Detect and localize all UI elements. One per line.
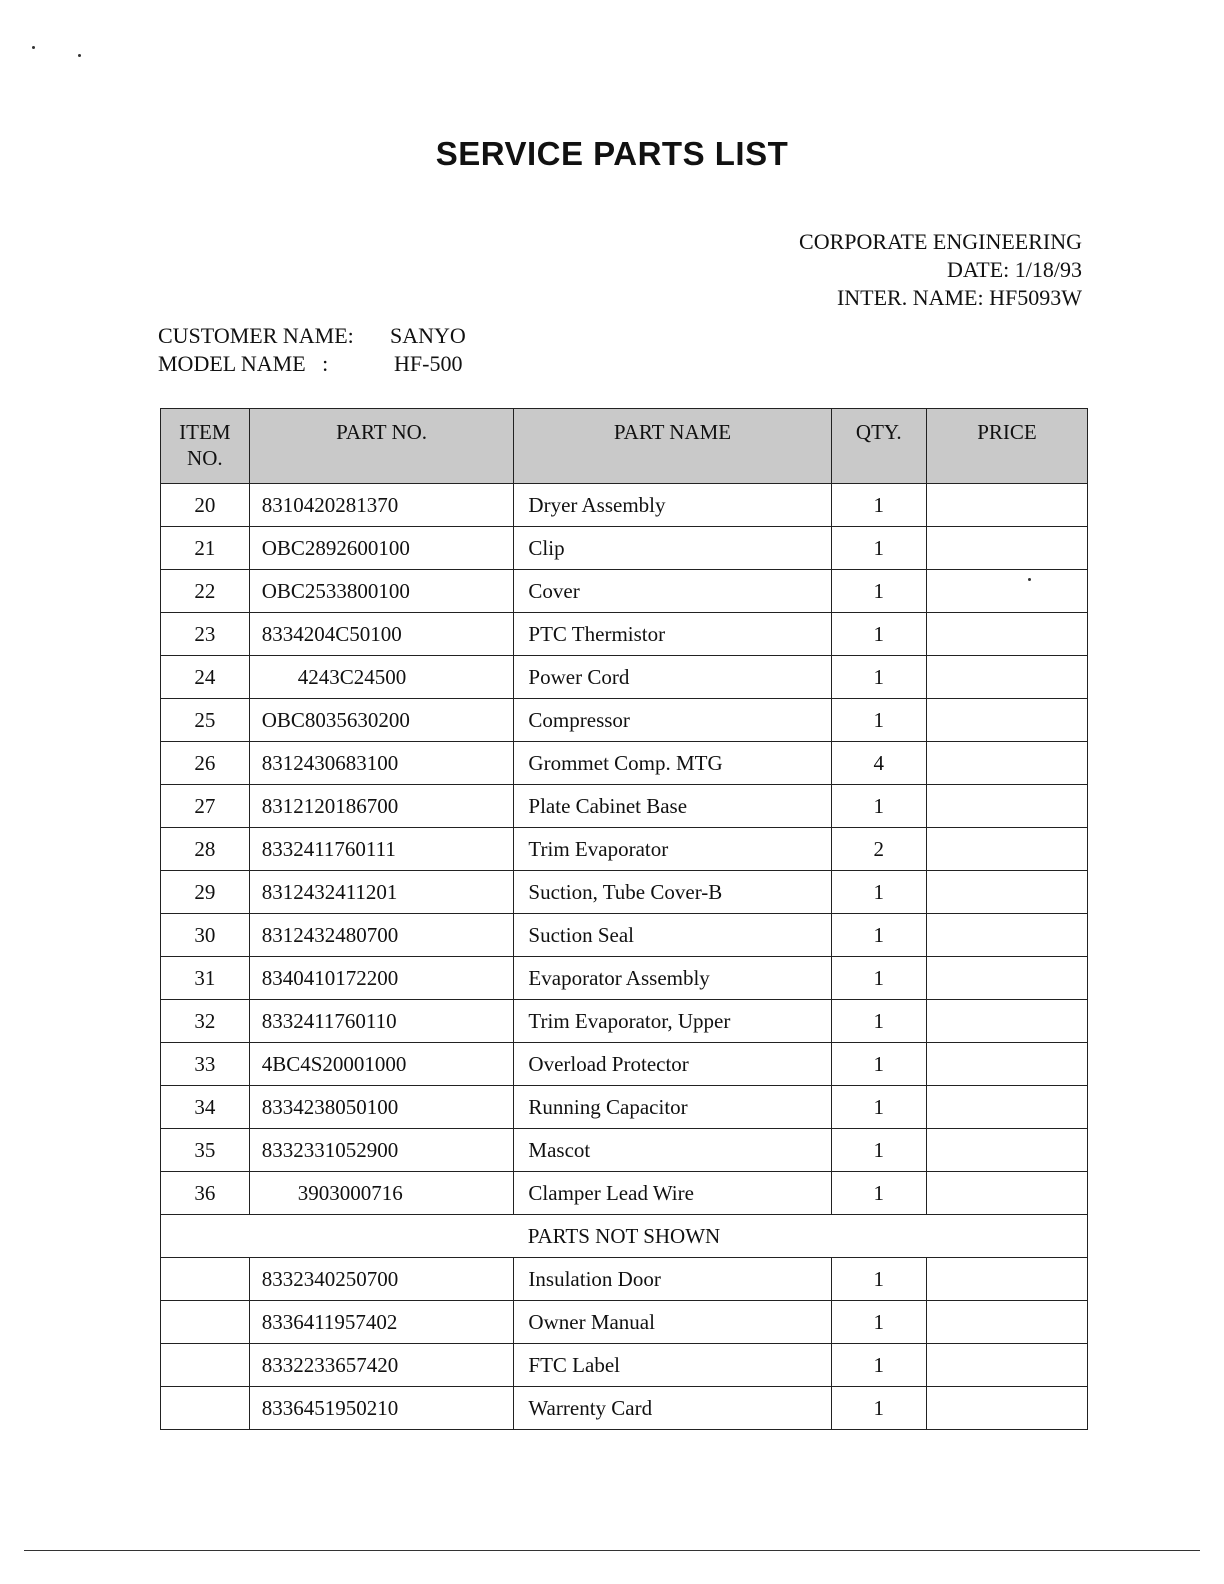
header-part-name: PART NAME	[514, 409, 831, 484]
page-title: SERVICE PARTS LIST	[435, 135, 789, 172]
parts-not-shown-label: PARTS NOT SHOWN	[161, 1215, 1088, 1258]
part-no-cell: 8332411760111	[249, 828, 514, 871]
item-no-cell: 21	[161, 527, 250, 570]
item-no-cell: 25	[161, 699, 250, 742]
table-row	[161, 742, 1088, 785]
part-no-cell: 8336411957402	[249, 1301, 514, 1344]
item-no-cell: 32	[161, 1000, 250, 1043]
corporate-info	[799, 228, 1082, 312]
section-row	[161, 1215, 1088, 1258]
item-no-cell: 34	[161, 1086, 250, 1129]
price-cell	[926, 1129, 1087, 1172]
part-name-cell: Running Capacitor	[514, 1086, 831, 1129]
price-cell	[926, 1000, 1087, 1043]
part-no-cell: 8332340250700	[249, 1258, 514, 1301]
header-qty: QTY.	[831, 409, 926, 484]
parts-table	[160, 408, 1088, 1430]
part-no-cell: 8310420281370	[249, 484, 514, 527]
scan-speck	[78, 54, 81, 57]
part-name-cell: Clamper Lead Wire	[514, 1172, 831, 1215]
qty-cell: 1	[831, 1387, 926, 1430]
price-cell	[926, 871, 1087, 914]
item-no-cell: 24	[161, 656, 250, 699]
customer-info	[158, 322, 466, 378]
parts-rows	[161, 484, 1088, 1215]
price-cell	[926, 1043, 1087, 1086]
qty-cell: 4	[831, 742, 926, 785]
part-no-cell: OBC2892600100	[249, 527, 514, 570]
price-cell	[926, 570, 1087, 613]
table-row	[161, 828, 1088, 871]
qty-cell: 1	[831, 656, 926, 699]
qty-cell: 1	[831, 914, 926, 957]
table-row	[161, 1301, 1088, 1344]
part-name-cell: Overload Protector	[514, 1043, 831, 1086]
part-name-cell: Suction Seal	[514, 914, 831, 957]
part-no-cell: 8312432411201	[249, 871, 514, 914]
table-row	[161, 1129, 1088, 1172]
price-cell	[926, 1387, 1087, 1430]
part-name-cell: Trim Evaporator, Upper	[514, 1000, 831, 1043]
part-no-cell: 8312432480700	[249, 914, 514, 957]
item-no-cell	[161, 1258, 250, 1301]
part-no-cell: 3903000716	[249, 1172, 514, 1215]
price-cell	[926, 1086, 1087, 1129]
item-no-cell: 33	[161, 1043, 250, 1086]
part-no-cell: 8334238050100	[249, 1086, 514, 1129]
part-name-cell: PTC Thermistor	[514, 613, 831, 656]
qty-cell: 1	[831, 1301, 926, 1344]
part-no-cell: 8340410172200	[249, 957, 514, 1000]
item-no-cell	[161, 1344, 250, 1387]
part-name-cell: Clip	[514, 527, 831, 570]
not-shown-rows	[161, 1258, 1088, 1430]
part-no-cell: 4BC4S20001000	[249, 1043, 514, 1086]
price-cell	[926, 1172, 1087, 1215]
part-no-cell: OBC8035630200	[249, 699, 514, 742]
qty-cell: 1	[831, 785, 926, 828]
qty-cell: 1	[831, 1129, 926, 1172]
bottom-rule	[24, 1550, 1200, 1551]
qty-cell: 1	[831, 1172, 926, 1215]
customer-label: CUSTOMER NAME:	[158, 323, 354, 348]
item-no-cell: 20	[161, 484, 250, 527]
part-no-cell: 4243C24500	[249, 656, 514, 699]
qty-cell: 1	[831, 1043, 926, 1086]
part-name-cell: Plate Cabinet Base	[514, 785, 831, 828]
part-no-cell: OBC2533800100	[249, 570, 514, 613]
qty-cell: 1	[831, 1000, 926, 1043]
table-row	[161, 785, 1088, 828]
part-name-cell: Cover	[514, 570, 831, 613]
item-no-cell	[161, 1301, 250, 1344]
part-name-cell: Warrenty Card	[514, 1387, 831, 1430]
price-cell	[926, 527, 1087, 570]
part-no-cell: 8332233657420	[249, 1344, 514, 1387]
qty-cell: 1	[831, 957, 926, 1000]
part-name-cell: Power Cord	[514, 656, 831, 699]
model-label: MODEL NAME :	[158, 351, 329, 376]
table-row	[161, 957, 1088, 1000]
qty-cell: 1	[831, 1258, 926, 1301]
header-item-no: ITEM NO.	[161, 409, 250, 484]
item-no-cell: 22	[161, 570, 250, 613]
table-row	[161, 1000, 1088, 1043]
part-name-cell: Suction, Tube Cover-B	[514, 871, 831, 914]
part-no-cell: 8334204C50100	[249, 613, 514, 656]
dept-name: CORPORATE ENGINEERING	[799, 229, 1082, 254]
price-cell	[926, 656, 1087, 699]
table-row	[161, 656, 1088, 699]
qty-cell: 1	[831, 484, 926, 527]
table-row	[161, 570, 1088, 613]
price-cell	[926, 613, 1087, 656]
model-value: HF-500	[394, 351, 463, 376]
table-row	[161, 1086, 1088, 1129]
part-no-cell: 8332331052900	[249, 1129, 514, 1172]
part-name-cell: Dryer Assembly	[514, 484, 831, 527]
table-row	[161, 699, 1088, 742]
item-no-cell	[161, 1387, 250, 1430]
price-cell	[926, 1301, 1087, 1344]
header-price: PRICE	[926, 409, 1087, 484]
table-row	[161, 871, 1088, 914]
price-cell	[926, 484, 1087, 527]
item-no-cell: 28	[161, 828, 250, 871]
price-cell	[926, 828, 1087, 871]
part-name-cell: Insulation Door	[514, 1258, 831, 1301]
price-cell	[926, 785, 1087, 828]
table-row	[161, 1172, 1088, 1215]
scan-speck	[32, 46, 35, 49]
doc-date: DATE: 1/18/93	[946, 257, 1082, 282]
item-no-cell: 23	[161, 613, 250, 656]
part-no-cell: 8332411760110	[249, 1000, 514, 1043]
qty-cell: 1	[831, 613, 926, 656]
item-no-cell: 29	[161, 871, 250, 914]
table-row	[161, 914, 1088, 957]
table-row	[161, 1043, 1088, 1086]
item-no-cell: 31	[161, 957, 250, 1000]
table-row	[161, 1258, 1088, 1301]
item-no-cell: 35	[161, 1129, 250, 1172]
part-no-cell: 8312120186700	[249, 785, 514, 828]
qty-cell: 1	[831, 699, 926, 742]
price-cell	[926, 699, 1087, 742]
table-row	[161, 484, 1088, 527]
inter-name: INTER. NAME: HF5093W	[836, 285, 1082, 310]
price-cell	[926, 742, 1087, 785]
item-no-cell: 27	[161, 785, 250, 828]
price-cell	[926, 914, 1087, 957]
qty-cell: 2	[831, 828, 926, 871]
table-row	[161, 613, 1088, 656]
part-name-cell: FTC Label	[514, 1344, 831, 1387]
part-name-cell: Evaporator Assembly	[514, 957, 831, 1000]
part-no-cell: 8312430683100	[249, 742, 514, 785]
qty-cell: 1	[831, 1086, 926, 1129]
part-name-cell: Grommet Comp. MTG	[514, 742, 831, 785]
header-part-no: PART NO.	[249, 409, 514, 484]
part-name-cell: Mascot	[514, 1129, 831, 1172]
part-no-cell: 8336451950210	[249, 1387, 514, 1430]
qty-cell: 1	[831, 527, 926, 570]
qty-cell: 1	[831, 1344, 926, 1387]
item-no-cell: 26	[161, 742, 250, 785]
table-header-row	[161, 409, 1088, 484]
item-no-cell: 36	[161, 1172, 250, 1215]
scan-speck	[1028, 578, 1031, 581]
qty-cell: 1	[831, 871, 926, 914]
customer-value: SANYO	[390, 323, 466, 348]
part-name-cell: Owner Manual	[514, 1301, 831, 1344]
price-cell	[926, 957, 1087, 1000]
item-no-cell: 30	[161, 914, 250, 957]
table-row	[161, 527, 1088, 570]
price-cell	[926, 1344, 1087, 1387]
price-cell	[926, 1258, 1087, 1301]
part-name-cell: Compressor	[514, 699, 831, 742]
qty-cell: 1	[831, 570, 926, 613]
table-row	[161, 1344, 1088, 1387]
part-name-cell: Trim Evaporator	[514, 828, 831, 871]
table-row	[161, 1387, 1088, 1430]
